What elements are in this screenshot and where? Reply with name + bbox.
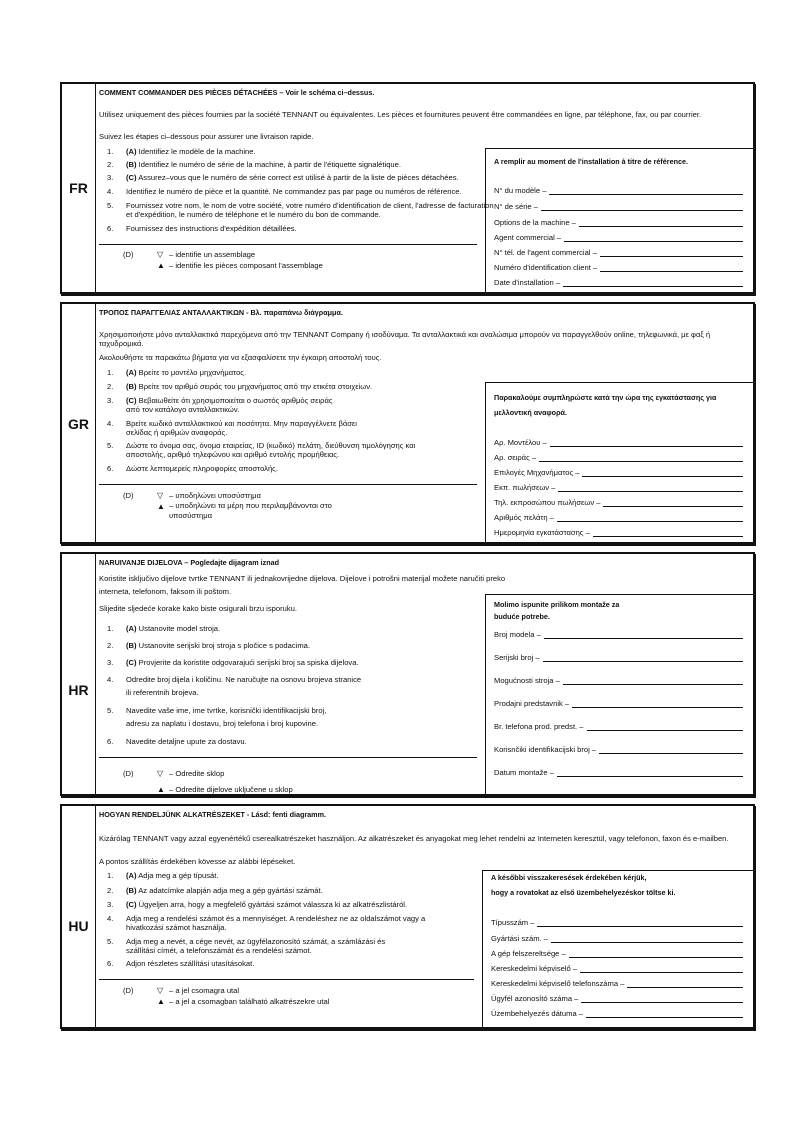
language-code-column (62, 806, 96, 1027)
parts-triangle-icon: ▲ (157, 997, 165, 1006)
reference-box-heading-line2: hogy a rovatokat az első üzembehelyezéskor töltse ki. (491, 888, 676, 897)
sales-rep-field[interactable]: Kereskedelmi képviselő – (491, 963, 743, 973)
customer-id-field[interactable]: Korisnčiki identifikacijski broj – (494, 744, 743, 754)
language-code-column (62, 304, 96, 542)
install-date-field[interactable]: Date d'installation – (494, 277, 743, 287)
model-field[interactable]: Αρ. Μοντέλου – (494, 437, 743, 447)
divider (99, 979, 474, 980)
divider (99, 244, 477, 245)
language-code: FR (69, 180, 88, 196)
divider (99, 757, 477, 758)
steps-intro: Slijedite sljedeće korake kako biste osigurali brzu isporuku. (99, 604, 297, 613)
section-content: HOGYAN RENDELJÜNK ALKATRÉSZEKET - Lásd: fenti diagramm. Kizárólag TENNANT vagy azzal egyenértékű cserealkatrészeket használjon. Az alkatrészeket és anyagokat meg lehet rendelni az Interneten keresztül, vagy telefonon, faxon és e-mailben. A pontos szállítás érdekében kövesse az alábbi lépéseket. 1. (A) Adja meg a gép típusát. 2. (B) Az adatcímke alapján adja meg a gép gyártási számát. 3. (C) Ügyeljen arra, hogy a megfelelő gyártási számot válassza ki az alkatrészlistáról. 4. Adja meg a rendelési számot és a mennyiséget. A rendeléshez ne az oldalszámot vagy a hivatkozási számot használja. 5. Adja meg a nevét, a cége nevét, az ügyfélazonosító számát, a számlázási és szállítási címét, a telefonszámát és a rendelési számot. 6. Adjon részletes szállítási utasításokat. (D) ▽ – a jel csomagra utal ▲ – a jel a csomagban található alkatrészekre utal A későbbi visszakeresések érdekében kérjük, hogy a rovatokat az első üzembehelyezéskor töltse ki. Típusszám – Gyártási szám. – A gép felszereltsége – Kereskedelmi képviselő – Kereskedelmi képviselő telefonszáma – Ügyfél azonosító száma – Üzembehelyezés dátuma – (99, 806, 753, 1027)
serial-field[interactable]: Gyártási szám. – (491, 933, 743, 943)
section-title: NARUIVANJE DIJELOVA – Pogledajte dijagram iznad (99, 558, 279, 567)
intro-text: Koristite isključivo dijelove tvrtke TENNANT ili jednakovrijedne dijelova. Dijelove i potrošni materijal možete naručiti preko interneta, telefonom, faksom ili poštom. (99, 574, 506, 596)
install-date-field[interactable]: Üzembehelyezés dátuma – (491, 1008, 743, 1018)
assembly-triangle-icon: ▽ (157, 769, 164, 778)
reference-box (482, 870, 753, 1027)
reference-box-heading: A későbbi visszakeresések érdekében kérjük, (491, 873, 647, 882)
steps-intro: Ακολουθήστε τα παρακάτω βήματα για να εξασφαλίσετε την έγκαιρη αποστολή τους. (99, 353, 382, 362)
reference-box (485, 382, 753, 542)
intro-text: Utilisez uniquement des pièces fournies par la société TENNANT ou équivalentes. Les pièces et fournitures peuvent être commandées en ligne, par téléphone, fax, ou par courrier. (99, 110, 702, 119)
customer-id-field[interactable]: Ügyfél azonosító száma – (491, 993, 743, 1003)
model-field[interactable]: Broj modela – (494, 629, 743, 639)
model-field[interactable]: Típusszám – (491, 917, 743, 927)
serial-field[interactable]: N° de série – (494, 201, 743, 211)
reference-box (485, 594, 753, 794)
serial-field[interactable]: Serijski broj – (494, 652, 743, 662)
section-hr (60, 552, 755, 796)
assembly-triangle-icon: ▽ (157, 250, 164, 259)
language-code-column (62, 554, 96, 794)
sales-rep-field[interactable]: Prodajni predstavnik – (494, 698, 743, 708)
options-field[interactable]: A gép felszereltsége – (491, 948, 743, 958)
assembly-triangle-icon: ▽ (157, 491, 164, 500)
customer-id-field[interactable]: Αριθμός πελάτη – (494, 512, 743, 522)
section-gr (60, 302, 755, 544)
options-field[interactable]: Επιλογές Μηχανήματος – (494, 467, 743, 477)
language-code: GR (68, 416, 89, 432)
options-field[interactable]: Options de la machine – (494, 217, 743, 227)
assembly-triangle-icon: ▽ (157, 986, 164, 995)
options-field[interactable]: Mogućnosti stroja – (494, 675, 743, 685)
sales-rep-phone-field[interactable]: Br. telefona prod. predst. – (494, 721, 743, 731)
section-content: COMMENT COMMANDER DES PIÈCES DÉTACHÉES – Voir le schéma ci–dessus. Utilisez uniquement des pièces fournies par la société TENNANT ou équivalentes. Les pièces et fournitures peuvent être commandées en ligne, par téléphone, fax, ou par courrier. Suivez les étapes ci–dessous pour assurer une livraison rapide. 1. (A) Identifiez le modèle de la machine. 2. (B) Identifiez le numéro de série de la machine, à partir de l'étiquette signalétique. 3. (C) Assurez–vous que le numéro de série correct est utilisé à partir de la liste de pièces détachées. 4. Identifiez le numéro de pièce et la quantité. Ne commandez pas par page ou numéros de référence. 5. Fournissez votre nom, le nom de votre société, votre numéro d'identification de client, l'adresse de facturation et d'expédition, le numéro de téléphone et le numéro du bon de commande. 6. Fournissez des instructions d'expédition détaillées. (D) ▽ – identifie un assemblage ▲ – identifie les pièces composant l'assemblage A remplir au moment de l'installation à titre de référence. N° du modèle – N° de série – Options de la machine – Agent commercial – N° tél. de l'agent commercial – Numéro d'identification client – Date d'installation – (99, 84, 753, 292)
reference-box-heading-line2: buduće potrebe. (494, 612, 550, 621)
intro-text: Kizárólag TENNANT vagy azzal egyenértékű cserealkatrészeket használjon. Az alkatrészeket és anyagokat meg lehet rendelni az Interneten keresztül, vagy telefonon, faxon és e-mailben. (99, 834, 729, 843)
divider (99, 484, 477, 485)
install-date-field[interactable]: Datum montaže – (494, 767, 743, 777)
reference-box-heading: A remplir au moment de l'installation à titre de référence. (494, 157, 688, 166)
steps-intro: Suivez les étapes ci–dessous pour assurer une livraison rapide. (99, 132, 314, 141)
parts-triangle-icon: ▲ (157, 261, 165, 270)
language-code-column (62, 84, 96, 292)
section-title: ΤΡΟΠΟΣ ΠΑΡΑΓΓΕΛΙΑΣ ΑΝΤΑΛΛΑΚΤΙΚΩΝ - Βλ. παραπάνω διάγραμμα. (99, 308, 343, 317)
section-content: ΤΡΟΠΟΣ ΠΑΡΑΓΓΕΛΙΑΣ ΑΝΤΑΛΛΑΚΤΙΚΩΝ - Βλ. παραπάνω διάγραμμα. Χρησιμοποιήστε μόνο ανταλλακτικά παρεχόμενα από την TENNANT Company ή ισοδύναμα. Τα ανταλλακτικά και αναλώσιμα μπορούν να παραγγελθούν online, τηλεφωνικά, με φαξ ή ταχυδρομικά. Ακολουθήστε τα παρακάτω βήματα για να εξασφαλίσετε την έγκαιρη αποστολή τους. 1. (A) Βρείτε το μοντέλο μηχανήματος. 2. (B) Βρείτε τον αριθμό σειράς του μηχανήματος από την ετικέτα στοιχείων. 3. (C) Βεβαιωθείτε ότι χρησιμοποιείται ο σωστός αριθμός σειράς από τον κατάλογο ανταλλακτικών. 4. Βρείτε κωδικό ανταλλακτικού και ποσότητα. Μην παραγγέλνετε βάσει σελίδας ή αριθμών αναφοράς. 5. Δώστε το όνομα σας, όνομα εταιρείας, ID (κωδικό) πελάτη, διεύθυνση τιμολόγησης και αποστολής, αριθμό τηλεφώνου και αριθμό εντολής προμήθειας. 6. Δώστε λεπτομερείς πληροφορίες αποστολής. (D) ▽ – υποδηλώνει υποσύστημα ▲ – υποδηλώνει τα μέρη που περιλαμβάνονται στο υποσύστημα Παρακαλούμε συμπληρώστε κατά την ώρα της εγκατάστασης για μελλοντική αναφορά. Αρ. Μοντέλου – Αρ. σειράς – Επιλογές Μηχανήματος – Εκπ. πωλήσεων – Τηλ. εκπροσώπου πωλήσεων – Αριθμός πελάτη – Ημερομηνία εγκατάστασης – (99, 304, 753, 542)
reference-box (485, 148, 753, 292)
model-field[interactable]: N° du modèle – (494, 185, 743, 195)
reference-box-heading: Molimo ispunite prilikom montaže za (494, 600, 620, 609)
sales-rep-phone-field[interactable]: Τηλ. εκπροσώπου πωλήσεων – (494, 497, 743, 507)
sales-rep-phone-field[interactable]: Kereskedelmi képviselő telefonszáma – (491, 978, 743, 988)
reference-box-heading-line2: μελλοντική αναφορά. (494, 408, 567, 417)
language-code: HU (68, 918, 89, 934)
sales-rep-phone-field[interactable]: N° tél. de l'agent commercial – (494, 247, 743, 257)
steps-intro: A pontos szállítás érdekében kövesse az alábbi lépéseket. (99, 857, 296, 866)
language-code: HR (68, 682, 89, 698)
customer-id-field[interactable]: Numéro d'identification client – (494, 262, 743, 272)
section-title: HOGYAN RENDELJÜNK ALKATRÉSZEKET - Lásd: fenti diagramm. (99, 810, 326, 819)
section-hu (60, 804, 755, 1029)
sales-rep-field[interactable]: Εκπ. πωλήσεων – (494, 482, 743, 492)
intro-text: Χρησιμοποιήστε μόνο ανταλλακτικά παρεχόμενα από την TENNANT Company ή ισοδύναμα. Τα ανταλλακτικά και αναλώσιμα μπορούν να παραγγελθούν online, τηλεφωνικά, με φαξ ή ταχυδρομικά. (99, 330, 711, 348)
parts-triangle-icon: ▲ (157, 502, 165, 511)
section-content: NARUIVANJE DIJELOVA – Pogledajte dijagram iznad Koristite isključivo dijelove tvrtke TENNANT ili jednakovrijedne dijelova. Dijelove i potrošni materijal možete naručiti preko interneta, telefonom, faksom ili poštom. Slijedite sljedeće korake kako biste osigurali brzu isporuku. 1. (A) Ustanovite model stroja. 2. (B) Ustanovite serijski broj stroja s pločice s podacima. 3. (C) Provjerite da koristite odgovarajući serijski broj sa spiska dijelova. 4. Odredite broj dijela i količinu. Ne naručujte na osnovu brojeva stranice ili referentnih brojeva. 5. Navedite vaše ime, ime tvrtke, korisnički identifikacijski broj, adresu za naplatu i dostavu, broj telefona i broj kupovine. 6. Navedite detaljne upute za dostavu. (D) ▽ – Odredite sklop ▲ – Odredite dijelove uključene u sklop Molimo ispunite prilikom montaže za buduće potrebe. Broj modela – Serijski broj – Mogućnosti stroja – Prodajni predstavnik – Br. telefona prod. predst. – Korisnčiki identifikacijski broj – Datum montaže – (99, 554, 753, 794)
sales-rep-field[interactable]: Agent commercial – (494, 232, 743, 242)
serial-field[interactable]: Αρ. σειράς – (494, 452, 743, 462)
section-title: COMMENT COMMANDER DES PIÈCES DÉTACHÉES – Voir le schéma ci–dessus. (99, 88, 375, 97)
reference-box-heading: Παρακαλούμε συμπληρώστε κατά την ώρα της εγκατάστασης για (494, 393, 717, 402)
parts-triangle-icon: ▲ (157, 785, 165, 794)
section-fr (60, 82, 755, 294)
install-date-field[interactable]: Ημερομηνία εγκατάστασης – (494, 527, 743, 537)
